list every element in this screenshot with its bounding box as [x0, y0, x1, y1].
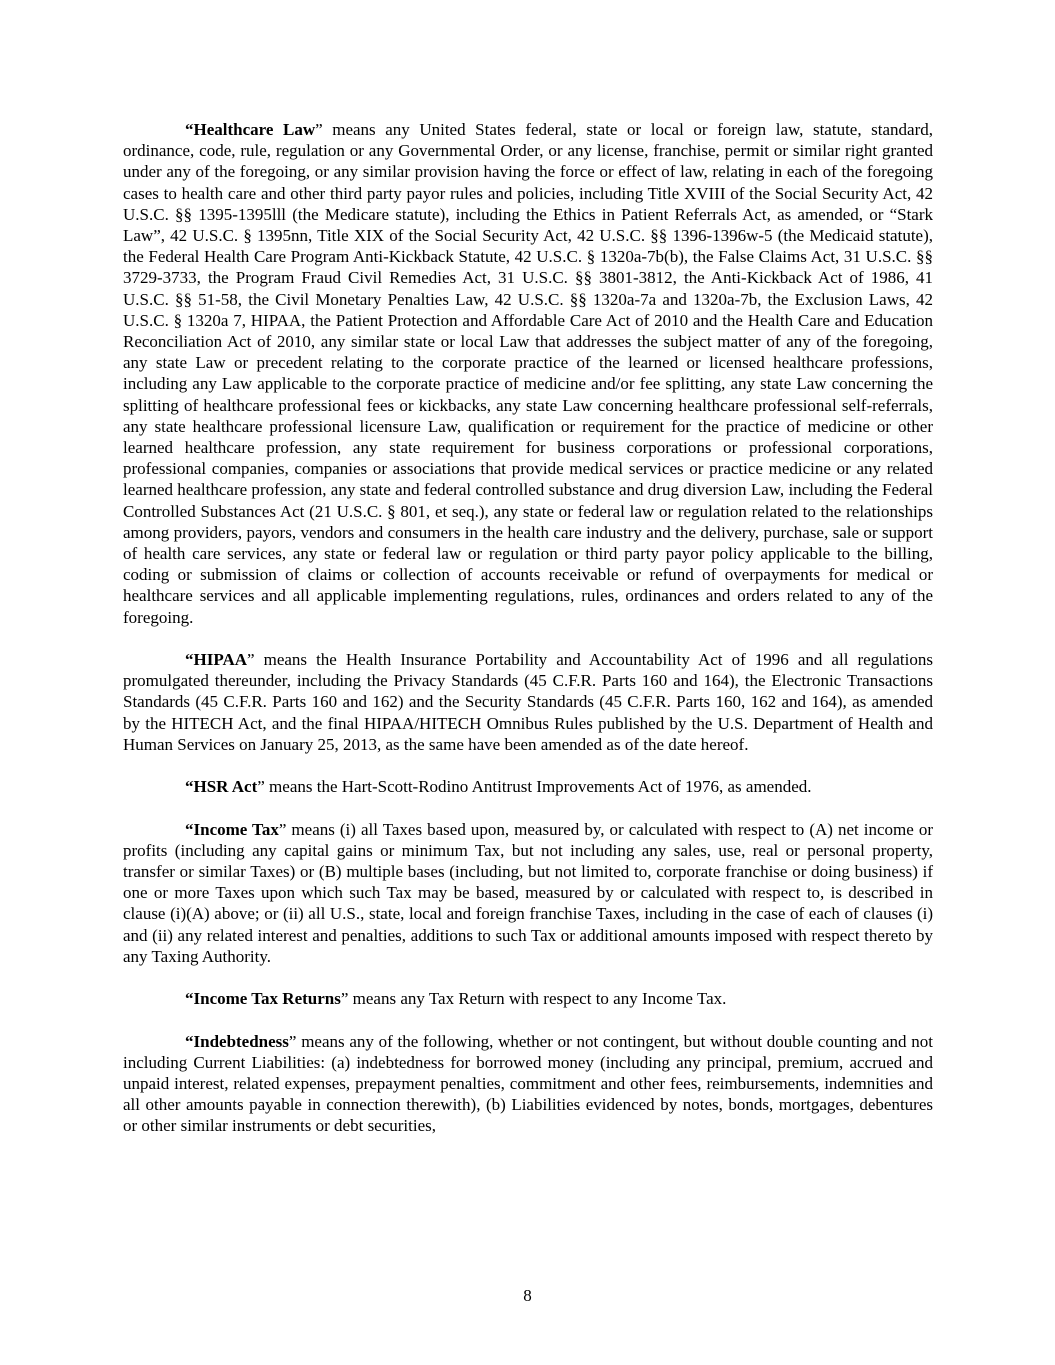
- paragraph-hsr-act: [123, 776, 933, 797]
- definition-text-income-tax-returns: ” means any Tax Return with respect to any Income Tax.: [340, 989, 727, 1009]
- paragraph-income-tax-returns: [123, 988, 933, 1009]
- definition-text-income-tax: ” means (i) all Taxes based upon, measured by, or calculated with respect to (A) net income or profits (including any capital gains or minimum Tax, but not including any sales, use, real or personal property, transfer or similar Taxes) or (B) multiple bases (including, but not limited to, corporate franchise or doing business) if one or more Taxes upon which such Tax may be based, measured by or calculated with respect to, is described in clause (i)(A) above; or (ii) all U.S., state, local and foreign franchise Taxes, including in the case of each of clauses (i) and (ii) any related interest and penalties, additions to such Tax or additional amounts imposed with respect thereto by any Taxing Authority.: [123, 819, 934, 966]
- defined-term-income-tax-returns: “Income Tax Returns: [185, 989, 341, 1009]
- definition-text-healthcare-law: ” means any United States federal, state or local or foreign law, statute, standard, ordinance, code, rule, regulation or any Governmental Order, or any license, franchise, permit or similar right granted under any of the foregoing, or any similar provision having the force or effect of law, relating in each of the foregoing cases to health care and other third party payor rules and policies, including Title XVIII of the Social Security Act, 42 U.S.C. §§ 1395-1395lll (the Medicare statute), including the Ethics in Patient Referrals Act, as amended, or “Stark Law”, 42 U.S.C. § 1395nn, Title XIX of the Social Security Act, 42 U.S.C. §§ 1396-1396w-5 (the Medicaid statute), the Federal Health Care Program Anti-Kickback Statute, 42 U.S.C. § 1320a-7b(b), the False Claims Act, 31 U.S.C. §§ 3729-3733, the Program Fraud Civil Remedies Act, 31 U.S.C. §§ 3801-3812, the Anti-Kickback Act of 1986, 41 U.S.C. §§ 51-58, the Civil Monetary Penalties Law, 42 U.S.C. §§ 1320a-7a and 1320a-7b, the Exclusion Laws, 42 U.S.C. § 1320a 7, HIPAA, the Patient Protection and Affordable Care Act of 2010 and the Health Care and Education Reconciliation Act of 2010, any similar state or local Law that addresses the subject matter of any of the foregoing, any state Law or precedent relating to the corporate practice of the learned or licensed healthcare professions, including any Law applicable to the corporate practice of medicine and/or fee splitting, any state Law concerning the splitting of healthcare professional fees or kickbacks, any state Law concerning healthcare professional self-referrals, any state healthcare professional licensure Law, qualification or requirement for the practice of medicine or other learned healthcare profession, any state requirement for business corporations or professional corporations, professional companies, companies or associations that provide medical services or practice medicine or any related learned healthcare profession, any state and federal controlled substance and drug diversion Law, including the Federal Controlled Substances Act (21 U.S.C. § 801, et seq.), any state or federal law or regulation related to the relationships among providers, payors, vendors and consumers in the health care industry and the delivery, purchase, sale or support of health care services, any state or federal law or regulation or third party payor policy applicable to the billing, coding or submission of claims or collection of accounts receivable or refund of overpayments for medical or healthcare services and all applicable implementing regulations, rules, ordinances and orders related to any of the foregoing.: [123, 120, 933, 627]
- defined-term-hipaa: “HIPAA: [185, 650, 248, 670]
- defined-term-income-tax: “Income Tax: [185, 819, 279, 839]
- definition-text-hipaa: ” means the Health Insurance Portability and Accountability Act of 1996 and all regulations promulgated thereunder, including the Privacy Standards (45 C.F.R. Parts 160 and 164), the Electronic Transactions Standards (45 C.F.R. Parts 160 and 162) and the Security Standards (45 C.F.R. Parts 160, 162 and 164), as amended by the HITECH Act, and the final HIPAA/HITECH Omnibus Rules published by the U.S. Department of Health and Human Services on January 25, 2013, as the same have been amended as of the date hereof.: [123, 650, 933, 754]
- document-text-block: [123, 119, 933, 1137]
- defined-term-indebtedness: “Indebtedness: [185, 1031, 289, 1051]
- defined-term-hsr-act: “HSR Act: [185, 777, 258, 797]
- paragraph-indebtedness: [123, 1031, 933, 1137]
- definition-text-hsr-act: ” means the Hart-Scott-Rodino Antitrust Improvements Act of 1976, as amended.: [257, 777, 812, 797]
- definition-text-indebtedness: ” means any of the following, whether or not contingent, but without double counting and not including Current Liabilities: (a) indebtedness for borrowed money (including any principal, premium, accrued and unpaid interest, related expenses, prepayment penalties, commitment and other fees, reimbursements, indemnities and all other amounts payable in connection therewith), (b) Liabilities evidenced by notes, bonds, mortgages, debentures or other similar instruments or debt securities,: [123, 1031, 933, 1136]
- paragraph-income-tax: [123, 819, 933, 967]
- paragraph-healthcare-law: [123, 119, 933, 628]
- defined-term-healthcare-law: “Healthcare Law: [185, 120, 316, 139]
- paragraph-hipaa: [123, 649, 933, 755]
- page-number: 8: [523, 1286, 532, 1305]
